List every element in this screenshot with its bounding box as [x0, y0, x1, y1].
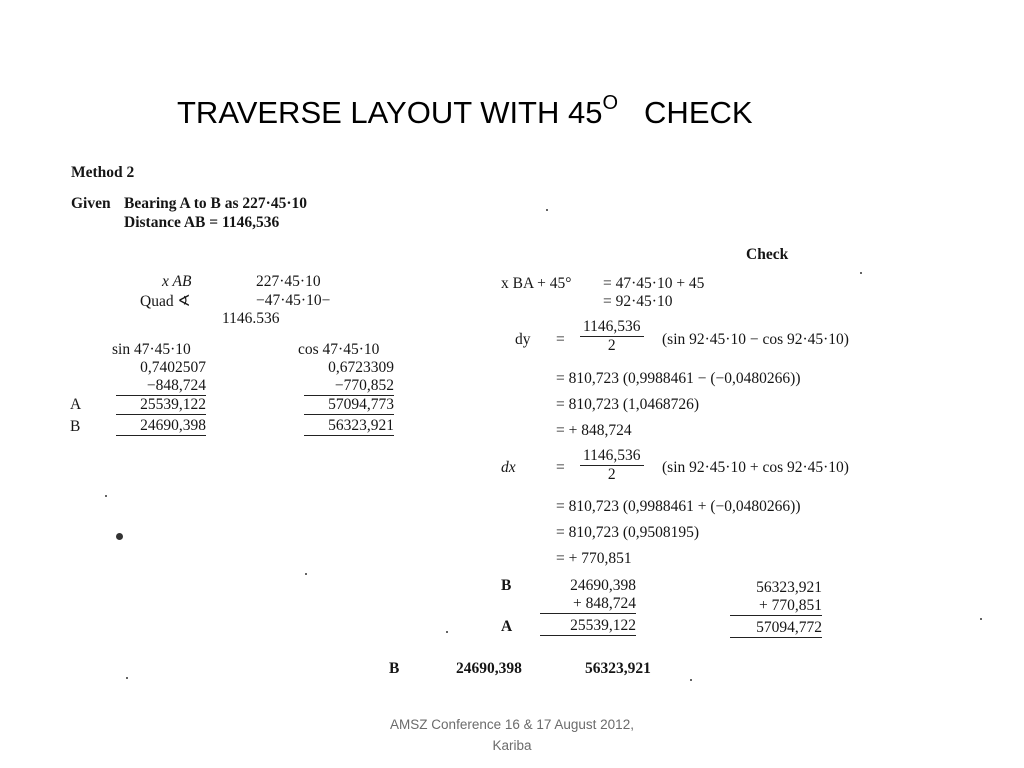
dy-equals: =	[556, 331, 565, 348]
slide-title	[177, 92, 753, 131]
scan-speck	[446, 631, 448, 633]
sum-x-3: 57094,772	[730, 619, 822, 638]
xba-rhs-2: = 92·45·10	[603, 293, 673, 310]
slide-footer	[362, 714, 662, 756]
sum-x-1: 56323,921	[756, 579, 822, 596]
sin-delta: −848,724	[146, 377, 206, 394]
sin-heading: sin 47·45·10	[112, 341, 191, 358]
dy-denominator: 2	[607, 337, 616, 354]
dx-parenthesis: (sin 92·45·10 + cos 92·45·10)	[662, 459, 849, 476]
quad-value: −47·45·10−	[256, 292, 331, 309]
bottom-value-x: 56323,921	[585, 660, 651, 677]
sin-b-value: 24690,398	[116, 417, 206, 436]
dx-line-4: = + 770,851	[556, 550, 632, 567]
title-tail: CHECK	[644, 95, 753, 130]
sum-y-2: + 848,724	[540, 595, 636, 614]
xba-rhs-1: = 47·45·10 + 45	[603, 275, 705, 292]
footer-line-2: Kariba	[492, 738, 532, 753]
distance-value: 1146.536	[222, 310, 280, 327]
bottom-value-y: 24690,398	[456, 660, 522, 677]
method-heading: Method 2	[71, 164, 135, 181]
scan-speck	[305, 573, 307, 575]
dx-line-2: = 810,723 (0,9988461 + (−0,0480266))	[556, 498, 801, 515]
given-distance: Distance AB = 1146,536	[124, 214, 280, 231]
check-heading: Check	[746, 246, 789, 263]
scan-speck	[105, 495, 107, 497]
dy-label: dy	[515, 331, 531, 348]
scan-speck	[546, 209, 548, 211]
given-bearing: Bearing A to B as 227·45·10	[124, 195, 308, 212]
scan-speck	[980, 618, 982, 620]
dx-fraction	[580, 447, 644, 484]
dx-line-3: = 810,723 (0,9508195)	[556, 524, 700, 541]
given-label: Given	[71, 195, 111, 212]
cos-b-value: 56323,921	[304, 417, 394, 436]
dy-line-2: = 810,723 (0,9988461 − (−0,0480266))	[556, 370, 801, 387]
quad-label: Quad ∢	[140, 293, 191, 310]
cos-heading: cos 47·45·10	[298, 341, 380, 358]
cos-value: 0,6723309	[328, 359, 394, 376]
title-main: TRAVERSE LAYOUT WITH 45	[177, 95, 603, 130]
row-label-b: B	[70, 418, 81, 435]
dx-label: dx	[501, 459, 516, 476]
dy-line-3: = 810,723 (1,0468726)	[556, 396, 700, 413]
sum-label-b: B	[501, 577, 512, 594]
scan-speck	[126, 677, 128, 679]
row-label-a: A	[70, 396, 82, 413]
dx-equals: =	[556, 459, 565, 476]
title-superscript: O	[602, 92, 619, 114]
dy-line-4: = + 848,724	[556, 422, 632, 439]
footer-line-1: AMSZ Conference 16 & 17 August 2012,	[390, 717, 634, 732]
xba-lhs: x BA + 45°	[501, 275, 572, 292]
cos-delta: −770,852	[334, 377, 394, 394]
dx-numerator: 1146,536	[580, 447, 644, 466]
sin-value: 0,7402507	[140, 359, 206, 376]
dx-denominator: 2	[607, 466, 616, 483]
sum-y-1: 24690,398	[570, 577, 636, 594]
scan-speck	[690, 679, 692, 681]
bottom-label-b: B	[389, 660, 400, 677]
dy-numerator: 1146,536	[580, 318, 644, 337]
xab-label: x AB	[162, 273, 192, 290]
scan-speck	[116, 533, 123, 540]
sum-y-3: 25539,122	[540, 617, 636, 636]
cos-a-value: 57094,773	[304, 395, 394, 415]
sin-a-value: 25539,122	[116, 395, 206, 415]
sum-label-a: A	[501, 618, 513, 635]
scan-speck	[860, 272, 862, 274]
dy-parenthesis: (sin 92·45·10 − cos 92·45·10)	[662, 331, 849, 348]
sum-x-2: + 770,851	[730, 597, 822, 616]
dy-fraction	[580, 318, 644, 355]
xab-value: 227·45·10	[256, 273, 321, 290]
